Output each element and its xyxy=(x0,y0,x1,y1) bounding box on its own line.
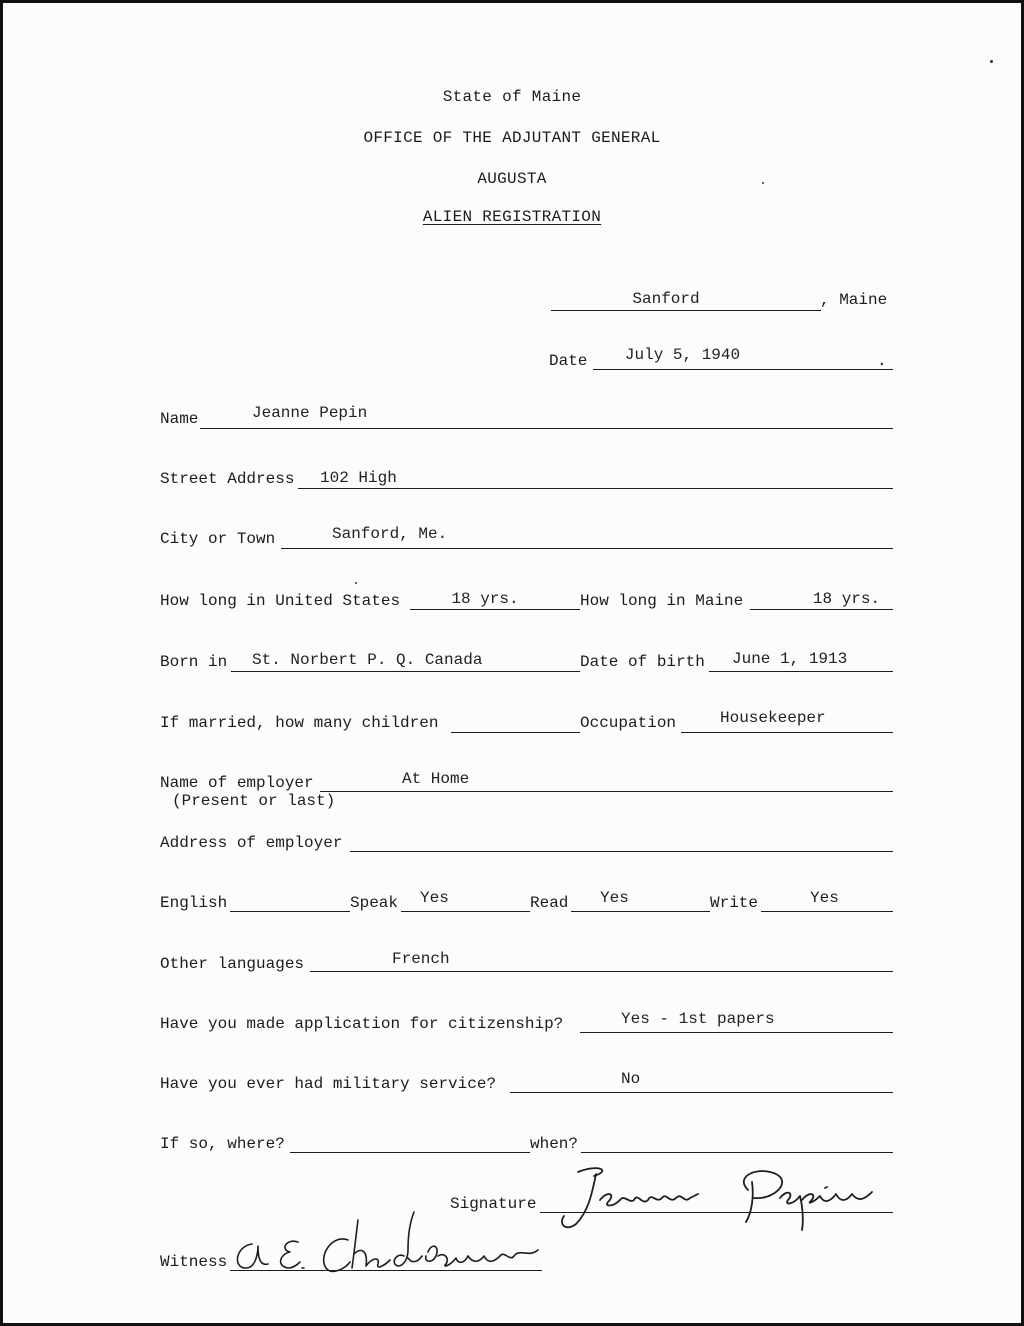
where-line xyxy=(290,1152,530,1153)
signature-label: Signature xyxy=(450,1195,537,1213)
other-languages-label: Other languages xyxy=(160,955,305,973)
other-languages-line xyxy=(310,971,893,972)
employer-label: Name of employer xyxy=(160,774,314,792)
military-label: Have you ever had military service? xyxy=(160,1075,497,1093)
us-time-value: 18 yrs. xyxy=(451,590,519,608)
city-label: City or Town xyxy=(160,530,276,548)
city-value: Sanford, Me. xyxy=(332,525,448,543)
where-label: If so, where? xyxy=(160,1135,285,1153)
employer-sublabel: (Present or last) xyxy=(172,792,336,810)
born-line xyxy=(231,671,580,672)
write-label: Write xyxy=(710,894,759,912)
write-line xyxy=(761,911,893,912)
place-town: Sanford xyxy=(632,290,700,308)
employer-line xyxy=(320,791,893,792)
name-line xyxy=(200,428,893,429)
children-line xyxy=(451,732,580,733)
read-value: Yes xyxy=(600,889,629,907)
scan-speck xyxy=(355,582,357,584)
street-value: 102 High xyxy=(320,469,397,487)
place-line xyxy=(551,310,821,311)
born-label: Born in xyxy=(160,653,228,671)
employer-address-line xyxy=(350,851,893,852)
english-line xyxy=(230,911,350,912)
speak-value: Yes xyxy=(420,889,449,907)
citizenship-line xyxy=(580,1032,893,1033)
dob-value: June 1, 1913 xyxy=(732,650,848,668)
signature-handwriting xyxy=(548,1160,908,1240)
occupation-value: Housekeeper xyxy=(720,709,826,727)
scan-speck xyxy=(990,60,993,63)
form-title: ALIEN REGISTRATION xyxy=(422,208,602,226)
witness-handwriting xyxy=(228,1206,568,1286)
place-state: , Maine xyxy=(820,291,888,309)
witness-label: Witness xyxy=(160,1253,228,1271)
dob-label: Date of birth xyxy=(580,653,705,671)
scan-speck xyxy=(762,182,764,184)
born-value: St. Norbert P. Q. Canada xyxy=(252,651,483,669)
header-city: AUGUSTA xyxy=(477,170,547,188)
name-label: Name xyxy=(160,410,199,428)
header-state: State of Maine xyxy=(442,88,582,106)
city-line xyxy=(281,548,893,549)
occupation-line xyxy=(681,732,893,733)
date-label: Date xyxy=(549,352,588,370)
write-value: Yes xyxy=(810,889,839,907)
dob-line xyxy=(709,671,893,672)
maine-time-label: How long in Maine xyxy=(580,592,744,610)
us-time-line xyxy=(410,609,580,610)
us-time-label: How long in United States xyxy=(160,592,401,610)
street-line xyxy=(298,488,893,489)
date-end-period: . xyxy=(877,352,887,370)
employer-address-label: Address of employer xyxy=(160,834,343,852)
maine-time-line xyxy=(750,609,893,610)
other-languages-value: French xyxy=(392,950,450,968)
occupation-label: Occupation xyxy=(580,714,677,732)
citizenship-label: Have you made application for citizenship? xyxy=(160,1015,564,1033)
employer-value: At Home xyxy=(402,770,470,788)
read-label: Read xyxy=(530,894,569,912)
military-value: No xyxy=(621,1070,641,1088)
military-line xyxy=(510,1092,893,1093)
date-value: July 5, 1940 xyxy=(624,346,741,364)
header-title xyxy=(0,208,1024,226)
when-label: when? xyxy=(530,1135,579,1153)
citizenship-value: Yes - 1st papers xyxy=(621,1010,775,1028)
when-line xyxy=(581,1152,893,1153)
date-line xyxy=(593,369,893,370)
header-office: OFFICE OF THE ADJUTANT GENERAL xyxy=(363,129,661,147)
children-label: If married, how many children xyxy=(160,714,439,732)
english-label: English xyxy=(160,894,228,912)
street-label: Street Address xyxy=(160,470,295,488)
maine-time-value: 18 yrs. xyxy=(812,590,881,608)
speak-label: Speak xyxy=(350,894,399,912)
name-value: Jeanne Pepin xyxy=(252,404,368,422)
read-line xyxy=(571,911,710,912)
speak-line xyxy=(401,911,530,912)
